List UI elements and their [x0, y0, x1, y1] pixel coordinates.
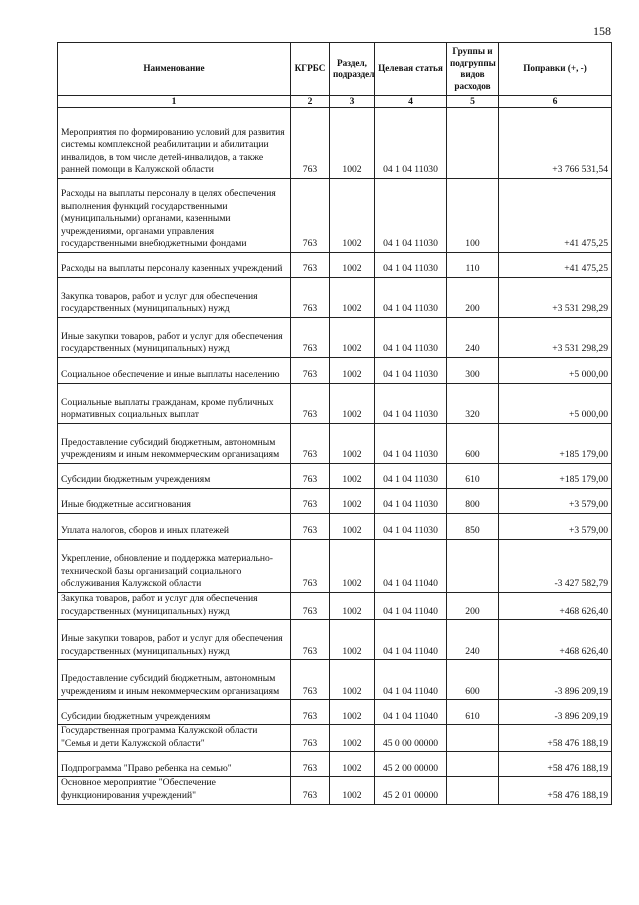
- row-kgrbs: 763: [291, 179, 330, 253]
- row-amount: +468 626,40: [499, 620, 612, 660]
- row-amount: +58 476 188,19: [499, 777, 612, 804]
- row-section: 1002: [330, 725, 375, 752]
- row-section: 1002: [330, 358, 375, 384]
- row-kgrbs: 763: [291, 593, 330, 620]
- row-group: 110: [447, 253, 499, 278]
- row-section: 1002: [330, 620, 375, 660]
- page-number: 158: [593, 24, 611, 38]
- table-row: [58, 514, 612, 540]
- row-group: [447, 777, 499, 804]
- row-kgrbs: 763: [291, 489, 330, 514]
- row-group: 200: [447, 593, 499, 620]
- header-groups: Группы и подгруппы видов расходов: [447, 43, 499, 96]
- row-section: 1002: [330, 318, 375, 358]
- row-section: 1002: [330, 179, 375, 253]
- row-target: 04 1 04 11030: [375, 108, 447, 179]
- row-group: 600: [447, 660, 499, 700]
- header-section: Раздел, подраздел: [330, 43, 375, 96]
- row-section: 1002: [330, 700, 375, 725]
- row-name: Социальное обеспечение и иные выплаты населению: [58, 358, 291, 384]
- row-name: Субсидии бюджетным учреждениям: [58, 700, 291, 725]
- row-target: 04 1 04 11040: [375, 620, 447, 660]
- row-kgrbs: 763: [291, 464, 330, 489]
- column-number: 4: [375, 96, 447, 108]
- row-amount: -3 896 209,19: [499, 660, 612, 700]
- table-row: [58, 752, 612, 777]
- row-name: Предоставление субсидий бюджетным, автономным учреждениям и иным некоммерческим организациям: [58, 660, 291, 700]
- row-target: 45 2 01 00000: [375, 777, 447, 804]
- row-amount: -3 896 209,19: [499, 700, 612, 725]
- row-group: 100: [447, 179, 499, 253]
- row-section: 1002: [330, 464, 375, 489]
- row-kgrbs: 763: [291, 514, 330, 540]
- row-kgrbs: 763: [291, 700, 330, 725]
- row-section: 1002: [330, 108, 375, 179]
- row-group: [447, 540, 499, 593]
- row-section: 1002: [330, 777, 375, 804]
- row-amount: +3 579,00: [499, 514, 612, 540]
- row-kgrbs: 763: [291, 108, 330, 179]
- row-name: Социальные выплаты гражданам, кроме публичных нормативных социальных выплат: [58, 384, 291, 424]
- row-target: 04 1 04 11030: [375, 318, 447, 358]
- row-section: 1002: [330, 752, 375, 777]
- row-target: 04 1 04 11040: [375, 593, 447, 620]
- budget-table: [57, 42, 612, 805]
- row-name: Иные бюджетные ассигнования: [58, 489, 291, 514]
- table-row: [58, 777, 612, 804]
- header-row: [58, 43, 612, 96]
- row-amount: +3 766 531,54: [499, 108, 612, 179]
- row-group: 610: [447, 464, 499, 489]
- column-number: 1: [58, 96, 291, 108]
- row-name: Субсидии бюджетным учреждениям: [58, 464, 291, 489]
- table-row: [58, 700, 612, 725]
- row-kgrbs: 763: [291, 278, 330, 318]
- row-kgrbs: 763: [291, 358, 330, 384]
- row-kgrbs: 763: [291, 384, 330, 424]
- row-target: 04 1 04 11040: [375, 660, 447, 700]
- row-section: 1002: [330, 514, 375, 540]
- table-row: [58, 384, 612, 424]
- row-kgrbs: 763: [291, 253, 330, 278]
- row-amount: +3 579,00: [499, 489, 612, 514]
- row-group: [447, 108, 499, 179]
- row-group: 240: [447, 620, 499, 660]
- row-group: 600: [447, 424, 499, 464]
- column-number: 3: [330, 96, 375, 108]
- row-amount: +58 476 188,19: [499, 725, 612, 752]
- row-name: Иные закупки товаров, работ и услуг для обеспечения государственных (муниципальных) нужд: [58, 620, 291, 660]
- row-target: 04 1 04 11030: [375, 278, 447, 318]
- row-target: 04 1 04 11030: [375, 489, 447, 514]
- row-amount: -3 427 582,79: [499, 540, 612, 593]
- header-kgrbs: КГРБС: [291, 43, 330, 96]
- table-row: [58, 660, 612, 700]
- row-group: 200: [447, 278, 499, 318]
- row-group: [447, 725, 499, 752]
- row-target: 04 1 04 11030: [375, 464, 447, 489]
- row-target: 45 2 00 00000: [375, 752, 447, 777]
- column-number: 5: [447, 96, 499, 108]
- row-kgrbs: 763: [291, 725, 330, 752]
- row-name: Закупка товаров, работ и услуг для обеспечения государственных (муниципальных) нужд: [58, 593, 291, 620]
- row-amount: +468 626,40: [499, 593, 612, 620]
- row-name: Расходы на выплаты персоналу казенных учреждений: [58, 253, 291, 278]
- table-row: [58, 358, 612, 384]
- table-row: [58, 424, 612, 464]
- row-kgrbs: 763: [291, 660, 330, 700]
- column-number: 2: [291, 96, 330, 108]
- row-name: Подпрограмма "Право ребенка на семью": [58, 752, 291, 777]
- row-name: Укрепление, обновление и поддержка материально-технической базы организаций социального обслуживания Калужской области: [58, 540, 291, 593]
- table-row: [58, 318, 612, 358]
- row-target: 04 1 04 11030: [375, 424, 447, 464]
- row-group: 850: [447, 514, 499, 540]
- row-group: [447, 752, 499, 777]
- table-row: [58, 179, 612, 253]
- table-row: [58, 464, 612, 489]
- table-row: [58, 540, 612, 593]
- row-target: 45 0 00 00000: [375, 725, 447, 752]
- row-group: 300: [447, 358, 499, 384]
- row-name: Государственная программа Калужской области "Семья и дети Калужской области": [58, 725, 291, 752]
- row-target: 04 1 04 11030: [375, 384, 447, 424]
- row-amount: +185 179,00: [499, 464, 612, 489]
- row-amount: +3 531 298,29: [499, 318, 612, 358]
- row-name: Уплата налогов, сборов и иных платежей: [58, 514, 291, 540]
- row-section: 1002: [330, 278, 375, 318]
- row-target: 04 1 04 11040: [375, 540, 447, 593]
- row-target: 04 1 04 11030: [375, 179, 447, 253]
- row-amount: +3 531 298,29: [499, 278, 612, 318]
- row-section: 1002: [330, 253, 375, 278]
- row-amount: +185 179,00: [499, 424, 612, 464]
- table-row: [58, 593, 612, 620]
- row-group: 320: [447, 384, 499, 424]
- row-kgrbs: 763: [291, 620, 330, 660]
- row-amount: +58 476 188,19: [499, 752, 612, 777]
- row-amount: +5 000,00: [499, 384, 612, 424]
- table-row: [58, 725, 612, 752]
- row-amount: +41 475,25: [499, 179, 612, 253]
- row-target: 04 1 04 11030: [375, 514, 447, 540]
- row-section: 1002: [330, 660, 375, 700]
- column-numbers-row: [58, 96, 612, 108]
- row-name: Закупка товаров, работ и услуг для обеспечения государственных (муниципальных) нужд: [58, 278, 291, 318]
- row-section: 1002: [330, 540, 375, 593]
- table-row: [58, 620, 612, 660]
- row-section: 1002: [330, 489, 375, 514]
- row-name: Предоставление субсидий бюджетным, автономным учреждениям и иным некоммерческим организациям: [58, 424, 291, 464]
- row-kgrbs: 763: [291, 777, 330, 804]
- row-target: 04 1 04 11040: [375, 700, 447, 725]
- row-group: 610: [447, 700, 499, 725]
- row-name: Мероприятия по формированию условий для развития системы комплексной реабилитации и абилитации инвалидов, в том числе детей-инвалидов, а также ранней помощи в Калужской области: [58, 108, 291, 179]
- row-amount: +5 000,00: [499, 358, 612, 384]
- row-target: 04 1 04 11030: [375, 358, 447, 384]
- row-section: 1002: [330, 424, 375, 464]
- row-group: 800: [447, 489, 499, 514]
- row-kgrbs: 763: [291, 318, 330, 358]
- header-target: Целевая статья: [375, 43, 447, 96]
- column-number: 6: [499, 96, 612, 108]
- row-amount: +41 475,25: [499, 253, 612, 278]
- table-row: [58, 253, 612, 278]
- header-amendments: Поправки (+, -): [499, 43, 612, 96]
- row-name: Расходы на выплаты персоналу в целях обеспечения выполнения функций государственными (муниципальными) органами, казенными учреждениями, органами управления государственными внебюджетными фондами: [58, 179, 291, 253]
- row-section: 1002: [330, 384, 375, 424]
- row-name: Основное мероприятие "Обеспечение функционирования учреждений": [58, 777, 291, 804]
- row-target: 04 1 04 11030: [375, 253, 447, 278]
- row-group: 240: [447, 318, 499, 358]
- table-row: [58, 108, 612, 179]
- header-name: Наименование: [58, 43, 291, 96]
- row-name: Иные закупки товаров, работ и услуг для обеспечения государственных (муниципальных) нужд: [58, 318, 291, 358]
- row-section: 1002: [330, 593, 375, 620]
- row-kgrbs: 763: [291, 752, 330, 777]
- row-kgrbs: 763: [291, 424, 330, 464]
- table-row: [58, 489, 612, 514]
- row-kgrbs: 763: [291, 540, 330, 593]
- table-row: [58, 278, 612, 318]
